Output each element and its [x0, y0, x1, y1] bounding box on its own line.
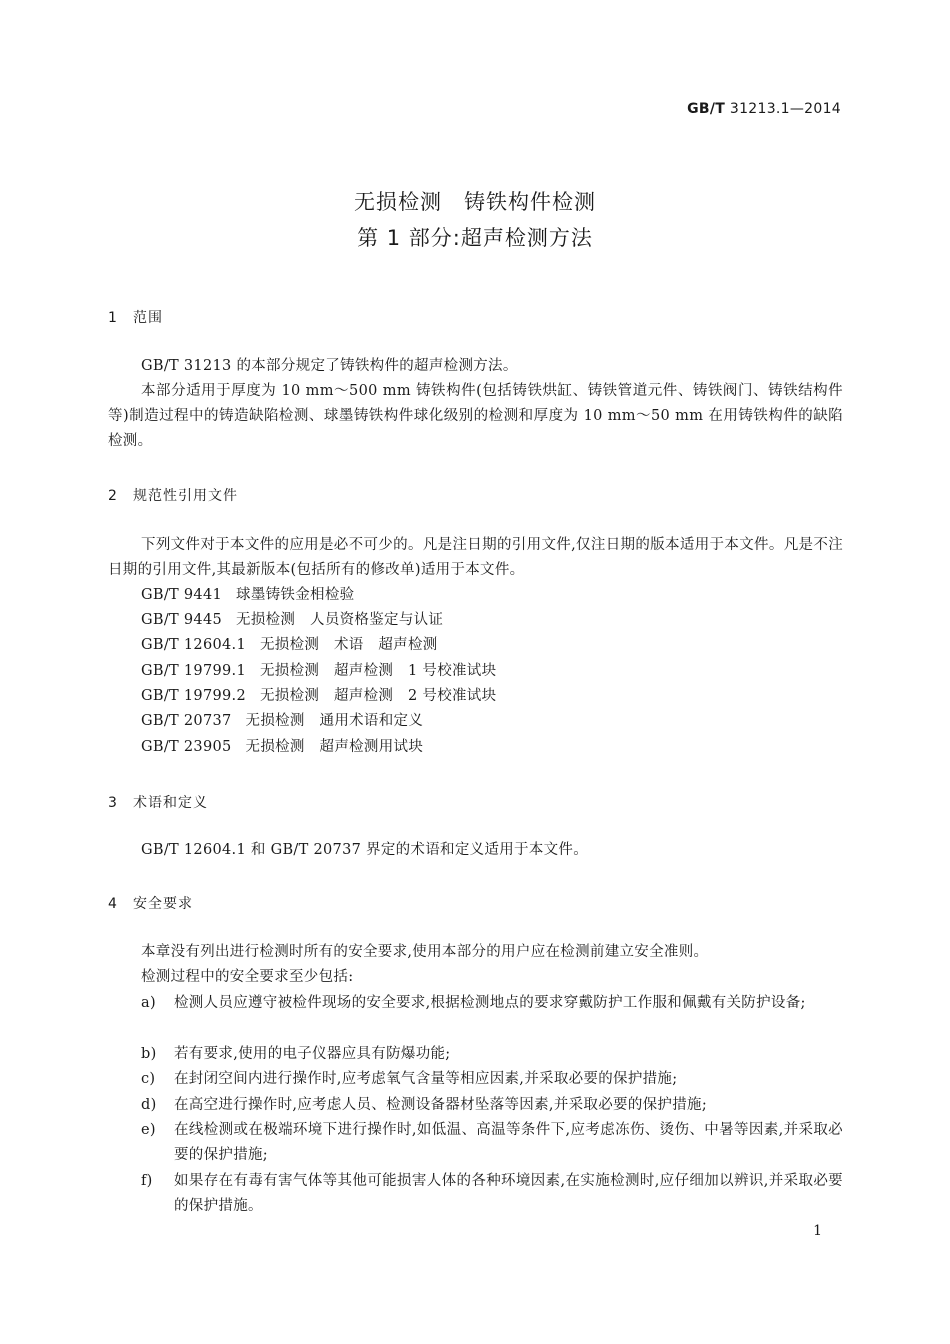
paragraph: 检测过程中的安全要求至少包括:: [141, 969, 354, 985]
section-title: 术语和定义: [133, 795, 208, 811]
paragraph: GB/T 31213 的本部分规定了铸铁构件的超声检测方法。: [141, 358, 518, 374]
list-item: [141, 1093, 843, 1118]
section-heading: [108, 893, 193, 913]
list-item-mark: b): [141, 1046, 157, 1062]
list-item-mark: f): [141, 1173, 153, 1189]
reference-item: [141, 608, 443, 633]
section-number: 3: [108, 795, 118, 811]
list-item-text: 如果存在有毒有害气体等其他可能损害人体的各种环境因素,在实施检测时,应仔细加以辨识,并采取必要的保护措施。: [174, 1173, 843, 1214]
paragraph: GB/T 12604.1 和 GB/T 20737 界定的术语和定义适用于本文件。: [141, 842, 589, 858]
reference-title: 球墨铸铁金相检验: [236, 587, 355, 603]
reference-title: 无损检测 超声检测 2 号校准试块: [259, 688, 497, 704]
section-heading: [108, 792, 208, 812]
section-heading: [108, 485, 238, 505]
reference-title: 无损检测 术语 超声检测: [259, 637, 438, 653]
reference-code: GB/T 23905: [141, 739, 232, 755]
section-title: 规范性引用文件: [133, 488, 238, 504]
paragraph: 本部分适用于厚度为 10 mm～500 mm 铸铁构件(包括铸铁烘缸、铸铁管道元件、铸铁阀门、铸铁结构件等)制造过程中的铸造缺陷检测、球墨铸铁构件球化级别的检测和厚度为 10 mm～50 mm 在用铸铁构件的缺陷检测。: [108, 383, 843, 449]
section-title: 安全要求: [133, 896, 193, 912]
list-item: [141, 991, 843, 1016]
list-item: [141, 1042, 843, 1067]
list-item: [141, 1118, 843, 1168]
list-item-mark: d): [141, 1097, 157, 1113]
standard-code-number: 31213.1—2014: [729, 101, 841, 117]
reference-code: GB/T 9445: [141, 612, 223, 628]
section-number: 2: [108, 488, 118, 504]
paragraph: 本章没有列出进行检测时所有的安全要求,使用本部分的用户应在检测前建立安全准则。: [141, 944, 709, 960]
list-item-text: 在高空进行操作时,应考虑人员、检测设备器材坠落等因素,并采取必要的保护措施;: [174, 1097, 707, 1113]
section-number: 4: [108, 896, 118, 912]
reference-title: 无损检测 超声检测 1 号校准试块: [259, 663, 497, 679]
document-title-line1: 无损检测 铸铁构件检测: [354, 190, 596, 214]
reference-code: GB/T 19799.1: [141, 663, 246, 679]
list-item: [141, 1169, 843, 1219]
document-title-line2: 第 1 部分:超声检测方法: [357, 226, 593, 250]
list-item-mark: e): [141, 1122, 156, 1138]
section-number: 1: [108, 310, 118, 326]
reference-code: GB/T 12604.1: [141, 637, 246, 653]
reference-code: GB/T 19799.2: [141, 688, 246, 704]
list-item-text: 若有要求,使用的电子仪器应具有防爆功能;: [174, 1046, 451, 1062]
reference-item: [141, 735, 423, 760]
reference-code: GB/T 20737: [141, 713, 232, 729]
section-heading: [108, 307, 163, 327]
reference-item: [141, 659, 496, 684]
reference-item: [141, 684, 496, 709]
list-item-mark: c): [141, 1071, 156, 1087]
reference-code: GB/T 9441: [141, 587, 223, 603]
page-number: 1: [813, 1223, 822, 1239]
reference-title: 无损检测 人员资格鉴定与认证: [236, 612, 444, 628]
section-title: 范围: [133, 310, 163, 326]
reference-title: 无损检测 通用术语和定义: [245, 713, 424, 729]
paragraph: 下列文件对于本文件的应用是必不可少的。凡是注日期的引用文件,仅注日期的版本适用于本文件。凡是不注日期的引用文件,其最新版本(包括所有的修改单)适用于本文件。: [108, 537, 843, 578]
reference-item: [141, 633, 438, 658]
reference-title: 无损检测 超声检测用试块: [245, 739, 424, 755]
list-item-text: 在线检测或在极端环境下进行操作时,如低温、高温等条件下,应考虑冻伤、烫伤、中暑等因素,并采取必要的保护措施;: [174, 1122, 843, 1163]
list-item-mark: a): [141, 995, 156, 1011]
list-item-text: 在封闭空间内进行操作时,应考虑氧气含量等相应因素,并采取必要的保护措施;: [174, 1071, 678, 1087]
standard-code-prefix: GB/T: [687, 101, 726, 117]
list-item-text: 检测人员应遵守被检件现场的安全要求,根据检测地点的要求穿戴防护工作服和佩戴有关防护设备;: [174, 995, 806, 1011]
reference-item: [141, 583, 354, 608]
standard-code: [687, 101, 841, 117]
list-item: [141, 1067, 843, 1092]
reference-item: [141, 709, 423, 734]
